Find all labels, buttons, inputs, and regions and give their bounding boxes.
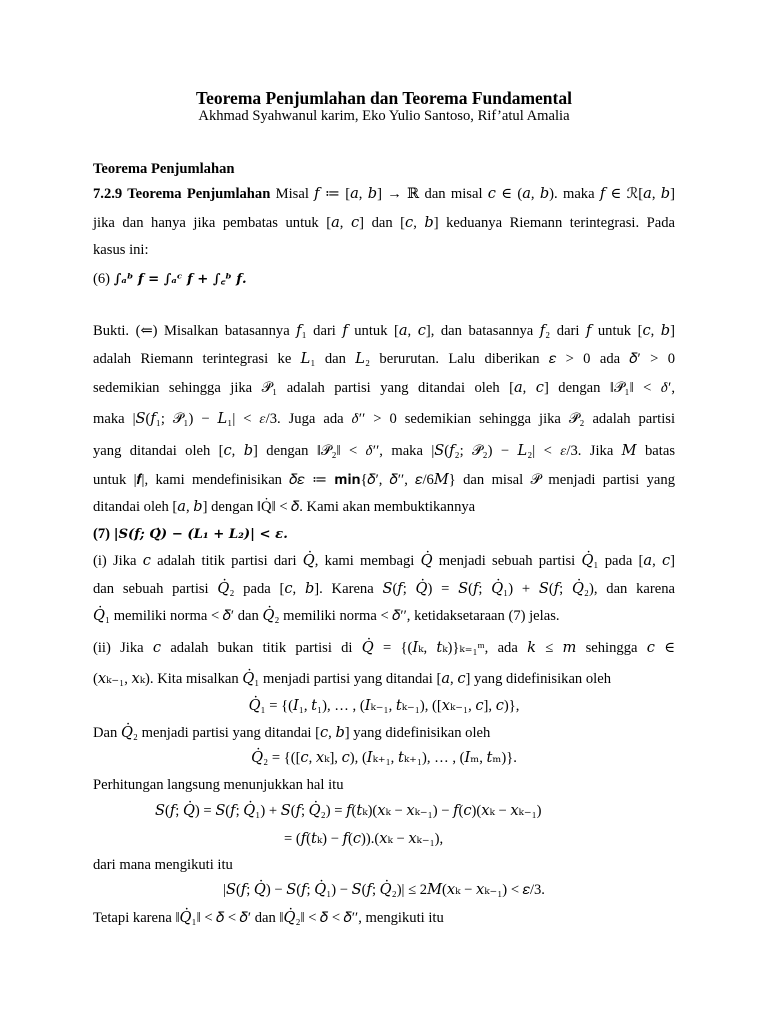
theorem-text-1: Misal 𝑓 ≔ [𝑎, 𝑏] → ℝ dan misal 𝑐 ∈ (𝑎, 𝑏). maka 𝑓 ∈ ℛ[𝑎, 𝑏] xyxy=(275,186,675,202)
q2-definition: 𝑄̇₂ = {([𝑐, 𝑥ₖ], 𝑐), (𝐼ₖ₊₁, 𝑡ₖ₊₁), … , (𝐼ₘ, 𝑡ₘ)}. xyxy=(251,750,517,766)
theorem-statement-line-3: kasus ini: xyxy=(93,242,149,258)
equation-6-label: (6) xyxy=(93,271,111,287)
equation-7 xyxy=(93,525,675,544)
theorem-statement-line-1 xyxy=(93,185,675,203)
case-ii-line-4: Perhitungan langsung menunjukkan hal itu xyxy=(93,777,344,793)
case-ii-line-1: (ii) Jika 𝑐 adalah bukan titik partisi di 𝑄̇ = {(𝐼ₖ, 𝑡ₖ)}ₖ₌₁ᵐ, ada 𝑘 ≤ 𝑚 sehingga 𝑐 ∈ xyxy=(93,640,675,656)
equation-6 xyxy=(93,270,675,289)
proof-line-4: maka |𝑆(𝑓₁; 𝒫̇₁) − 𝐿₁| < 𝜀/3. Juga ada 𝛿′′ > 0 sedemikian sehingga jika 𝒫̇₂ adalah partisi xyxy=(93,411,675,427)
equation-7-label: (7) xyxy=(93,526,111,542)
proof-line-3: sedemikian sehingga jika 𝒫̇₁ adalah partisi yang ditandai oleh [𝑎, 𝑐] dengan ‖𝒫̇₁‖ < 𝛿′, xyxy=(93,380,675,396)
case-ii-line-2: (𝑥ₖ₋₁, 𝑥ₖ). Kita misalkan 𝑄̇₁ menjadi partisi yang ditandai [𝑎, 𝑐] yang didefinisikan oleh xyxy=(93,671,612,687)
case-i-line-1: (i) Jika 𝑐 adalah titik partisi dari 𝑄̇, kami membagi 𝑄̇ menjadi sebuah partisi 𝑄̇₁ pada [𝑎, 𝑐] xyxy=(93,553,675,569)
case-ii-line-5: dari mana mengikuti itu xyxy=(93,857,233,873)
case-ii-line-6: Tetapi karena ‖𝑄̇₁‖ < 𝛿 < 𝛿′ dan ‖𝑄̇₂‖ < 𝛿 < 𝛿′′, mengikuti itu xyxy=(93,910,444,926)
proof-line-6: untuk |𝒇|, kami mendefinisikan 𝛿𝜀 ≔ 𝐦𝐢𝐧{𝛿′, 𝛿′′, 𝜀/6𝑀} dan misal 𝒫̇ menjadi partisi yang xyxy=(93,472,675,488)
riemann-sum-equation-2: = (𝑓(𝑡ₖ) − 𝑓(𝑐)).(𝑥ₖ − 𝑥ₖ₋₁), xyxy=(284,831,444,847)
theorem-statement-line-2: jika dan hanya jika pembatas untuk [𝑎, 𝑐] dan [𝑐, 𝑏] keduanya Riemann terintegrasi. Pada xyxy=(93,215,675,231)
document-authors: Akhmad Syahwanul karim, Eko Yulio Santoso, Rif’atul Amalia xyxy=(198,108,570,124)
q1-definition: 𝑄̇₁ = {(𝐼₁, 𝑡₁), … , (𝐼ₖ₋₁, 𝑡ₖ₋₁), ([𝑥ₖ₋₁, 𝑐], 𝑐)}, xyxy=(248,698,520,714)
case-i-line-2: dan sebuah partisi 𝑄̇₂ pada [𝑐, 𝑏]. Karena 𝑆(𝑓; 𝑄̇) = 𝑆(𝑓; 𝑄̇₁) + 𝑆(𝑓; 𝑄̇₂), dan karena xyxy=(93,581,675,597)
riemann-sum-equation-1: 𝑆(𝑓; 𝑄̇) = 𝑆(𝑓; 𝑄̇₁) + 𝑆(𝑓; 𝑄̇₂) = 𝑓(𝑡ₖ)(𝑥ₖ − 𝑥ₖ₋₁) − 𝑓(𝑐)(𝑥ₖ − 𝑥ₖ₋₁) xyxy=(155,803,542,819)
equation-7-formula: |𝑺(𝒇; 𝑸̇) − (𝑳₁ + 𝑳₂)| < 𝜺. xyxy=(113,527,288,542)
section-heading: Teorema Penjumlahan xyxy=(93,161,235,177)
theorem-label: 7.2.9 Teorema Penjumlahan xyxy=(93,186,271,202)
equation-6-formula: ∫ₐᵇ 𝒇 = ∫ₐᶜ 𝒇 + ∫꜀ᵇ 𝒇. xyxy=(113,272,247,287)
proof-line-2: adalah Riemann terintegrasi ke 𝐿₁ dan 𝐿₂ berurutan. Lalu diberikan 𝜀 > 0 ada 𝛿′ > 0 xyxy=(93,351,675,367)
case-ii-line-3: Dan 𝑄̇₂ menjadi partisi yang ditandai [𝑐, 𝑏] yang didefinisikan oleh xyxy=(93,725,491,741)
proof-line-1: Bukti. (⇐) Misalkan batasannya 𝑓₁ dari 𝑓 untuk [𝑎, 𝑐], dan batasannya 𝑓₂ dari 𝑓 untuk [𝑐, 𝑏] xyxy=(93,323,675,339)
proof-line-7: ditandai oleh [𝑎, 𝑏] dengan ‖Q̇‖ < 𝛿. Kami akan membuktikannya xyxy=(93,499,476,515)
case-i-line-3: 𝑄̇₁ memiliki norma < 𝛿′ dan 𝑄̇₂ memiliki norma < 𝛿′′, ketidaksetaraan (7) jelas. xyxy=(93,608,560,624)
proof-line-5: yang ditandai oleh [𝑐, 𝑏] dengan ‖𝒫̇₂‖ < 𝛿′′, maka |𝑆(𝑓₂; 𝒫̇₂) − 𝐿₂| < 𝜀/3. Jika 𝑀 batas xyxy=(93,443,675,459)
inequality-equation: |𝑆(𝑓; 𝑄̇) − 𝑆(𝑓; 𝑄̇₁) − 𝑆(𝑓; 𝑄̇₂)| ≤ 2𝑀(𝑥ₖ − 𝑥ₖ₋₁) < 𝜀/3. xyxy=(223,882,545,898)
document-title: Teorema Penjumlahan dan Teorema Fundamental xyxy=(196,88,572,108)
